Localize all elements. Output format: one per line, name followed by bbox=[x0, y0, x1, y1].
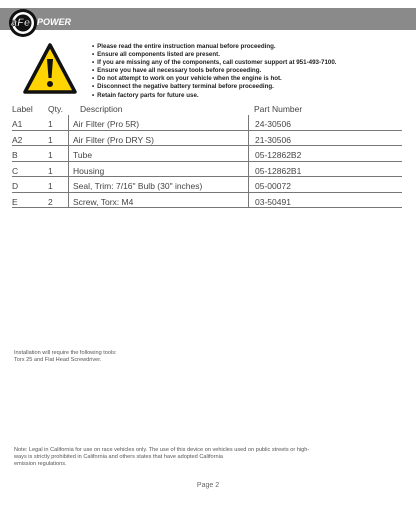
cell-description: Seal, Trim: 7/16" Bulb (30" inches) bbox=[68, 177, 248, 193]
cell-label: B bbox=[12, 150, 18, 160]
warning-triangle-icon bbox=[22, 42, 78, 96]
legal-note-line: ways is strictly prohibited in California and others states that have adopted California bbox=[14, 454, 223, 460]
header-label: Label bbox=[12, 103, 33, 114]
parts-table-header bbox=[12, 101, 402, 115]
cell-description: Screw, Torx: M4 bbox=[68, 193, 248, 209]
warning-item: • Retain factory parts for future use. bbox=[92, 92, 337, 100]
legal-note bbox=[14, 447, 314, 468]
cell-label: C bbox=[12, 165, 19, 176]
parts-table bbox=[12, 101, 402, 208]
cell-qty: 1 bbox=[48, 119, 53, 129]
cell-qty: 1 bbox=[48, 150, 53, 160]
cell-qty: 1 bbox=[48, 165, 53, 176]
logo-subtext: POWER bbox=[37, 17, 72, 27]
header-part-number: Part Number bbox=[254, 103, 303, 114]
tools-line: Installation will require the following tools: bbox=[14, 350, 117, 356]
cell-part-number: 21-30506 bbox=[248, 131, 402, 147]
cell-part-number: 24-30506 bbox=[248, 115, 402, 131]
cell-part-number: 05-12862B1 bbox=[248, 162, 402, 178]
cell-qty: 2 bbox=[48, 196, 53, 207]
cell-label: A2 bbox=[12, 134, 23, 145]
table-row bbox=[12, 115, 402, 131]
tools-line: Torx 25 and Flat Head Screwdriver. bbox=[14, 357, 102, 363]
cell-label: D bbox=[12, 181, 19, 191]
table-row bbox=[12, 146, 402, 162]
warning-list bbox=[92, 43, 337, 100]
warning-item: • If you are missing any of the components, call customer support at 951-493-7100. bbox=[92, 59, 337, 67]
cell-description: Air Filter (Pro 5R) bbox=[68, 115, 248, 131]
table-row bbox=[12, 177, 402, 193]
table-row bbox=[12, 131, 402, 147]
legal-note-line: emission regulations. bbox=[14, 461, 67, 467]
header-description: Description bbox=[80, 103, 123, 114]
cell-part-number: 05-00072 bbox=[248, 177, 402, 193]
warning-item: • Disconnect the negative battery terminal before proceeding. bbox=[92, 83, 337, 91]
header-qty: Qty. bbox=[48, 103, 63, 114]
warning-item: • Ensure you have all necessary tools before proceeding. bbox=[92, 67, 337, 75]
table-row bbox=[12, 193, 402, 209]
cell-qty: 1 bbox=[48, 134, 53, 145]
cell-description: Housing bbox=[68, 162, 248, 178]
warning-item: • Ensure all components listed are present. bbox=[92, 51, 337, 59]
tools-note bbox=[14, 350, 117, 364]
cell-part-number: 05-12862B2 bbox=[248, 146, 402, 162]
cell-label: E bbox=[12, 196, 18, 207]
cell-qty: 1 bbox=[48, 181, 53, 191]
cell-label: A1 bbox=[12, 119, 23, 129]
afe-power-logo bbox=[6, 4, 80, 40]
table-row bbox=[12, 162, 402, 178]
cell-description: Tube bbox=[68, 146, 248, 162]
warning-item: • Please read the entire instruction manual before proceeding. bbox=[92, 43, 337, 51]
page-number: Page 2 bbox=[196, 482, 220, 489]
cell-part-number: 03-50491 bbox=[248, 193, 402, 209]
logo-text: aFe bbox=[11, 17, 30, 29]
cell-description: Air Filter (Pro DRY S) bbox=[68, 131, 248, 147]
legal-note-line: Note: Legal in California for use on race vehicles only. The use of this device on vehicles used on public streets or high- bbox=[14, 447, 310, 453]
warning-item: • Do not attempt to work on your vehicle when the engine is hot. bbox=[92, 75, 337, 83]
